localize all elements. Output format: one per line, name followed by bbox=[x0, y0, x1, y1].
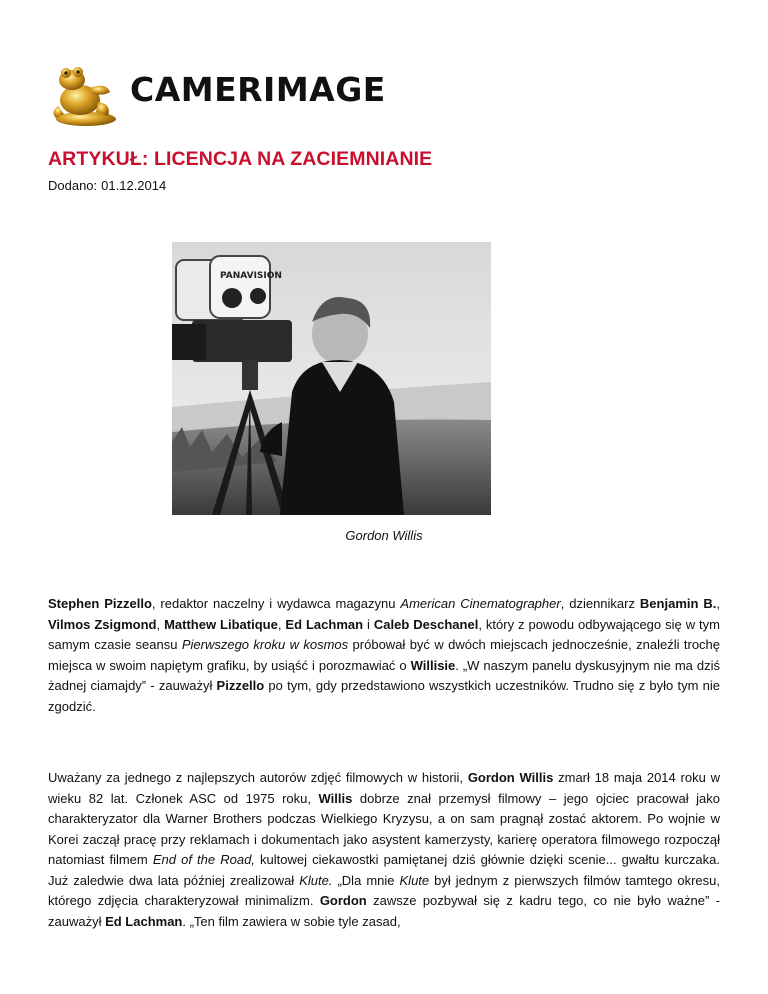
bold-name: Matthew Libatique bbox=[164, 616, 278, 632]
golden-frog-icon bbox=[50, 62, 122, 128]
text-run: , dziennikarz bbox=[560, 596, 640, 611]
text-run: , bbox=[156, 616, 165, 632]
bold-name: Willisie bbox=[410, 657, 456, 673]
bold-name: Ed Lachman bbox=[105, 913, 183, 929]
text-run: Uważany za jednego z najlepszych autorów zdjęć filmowych w historii, bbox=[48, 770, 468, 785]
date-value: 01.12.2014 bbox=[101, 178, 167, 193]
text-run: dobrze znał przemysł filmowy – jego ojciec pracował jako charakteryzator dla Warner Brothers podczas Wielkiego Kryzysu, a on sam pragnął zostać aktorem. Po wojnie w Korei zaczął pracę przy reklamach i dokumentach jako asystent kamerzysty, karierę operatora filmowego rozpoczął natomiast filmem bbox=[48, 790, 720, 867]
article-paragraph-1 bbox=[48, 594, 720, 717]
article-paragraph-2 bbox=[48, 768, 720, 932]
italic-title: Pierwszego kroku w kosmos bbox=[181, 637, 349, 652]
text-run: próbował być w dwóch miejscach jednocześnie, znaleźli trochę miejsca w swoim napiętym grafiku, by usiąść i porozmawiać o bbox=[48, 637, 721, 673]
bold-name: Caleb Deschanel bbox=[373, 616, 479, 632]
date-label: Dodano: bbox=[48, 178, 98, 193]
text-run: kultowej ciekawostki pamiętanej dziś głównie dzięki scenie... gwałtu kurczaka. Już zaledwie dwa lata później zrealizował bbox=[48, 852, 720, 888]
bold-name: Gordon Willis bbox=[467, 770, 554, 785]
text-run: „Dla mnie bbox=[332, 872, 400, 888]
text-run: . „Ten film zawiera w sobie tyle zasad, bbox=[182, 913, 401, 929]
svg-text:PANAVISION: PANAVISION bbox=[220, 271, 282, 281]
text-run: zawsze pozbywał się z kadru tego, co nie było ważne” - zauważył bbox=[48, 893, 720, 929]
logo-text: CAMERIMAGE bbox=[130, 70, 386, 109]
bold-name: Stephen Pizzello bbox=[48, 596, 152, 611]
bold-name: Ed Lachman bbox=[285, 616, 364, 632]
bold-name: Benjamin B. bbox=[639, 596, 717, 611]
photo-caption: Gordon Willis bbox=[345, 528, 423, 543]
bold-name: Gordon bbox=[319, 893, 367, 908]
text-run: , redaktor naczelny i wydawca magazynu bbox=[151, 596, 401, 611]
publish-date bbox=[48, 178, 170, 193]
article-photo bbox=[172, 242, 491, 515]
article-title: ARTYKUŁ: LICENCJA NA ZACIEMNIANIE bbox=[48, 148, 433, 170]
bold-name: Vilmos Zsigmond bbox=[48, 616, 157, 632]
text-run: zmarł 18 maja 2014 roku w wieku 82 lat. Członek ASC od 1975 roku, bbox=[48, 770, 720, 806]
text-run: po tym, gdy przedstawiono wszystkich uczestników. Trudno się z było tym nie zgodzić. bbox=[48, 678, 720, 714]
bold-name: Willis bbox=[318, 790, 353, 806]
italic-title: End of the Road, bbox=[152, 852, 255, 867]
italic-title: Klute. bbox=[299, 872, 333, 888]
text-run: i bbox=[363, 616, 374, 632]
bold-name: Pizzello bbox=[216, 678, 265, 693]
text-run: , który z powodu odbywającego się w tym samym czasie seansu bbox=[48, 616, 720, 652]
italic-title: Klute bbox=[399, 872, 430, 888]
text-run: był jednym z pierwszych filmów tamtego okresu, którego zdjęcia charakteryzował minimalizm. bbox=[48, 872, 721, 908]
camerimage-logo[interactable] bbox=[50, 62, 386, 130]
text-run: , bbox=[716, 596, 720, 611]
italic-title: American Cinematographer bbox=[400, 596, 561, 611]
text-run: . „W naszym panelu dyskusyjnym nie ma dziś żadnej ciamajdy” - zauważył bbox=[48, 657, 720, 693]
text-run: , bbox=[277, 616, 286, 632]
